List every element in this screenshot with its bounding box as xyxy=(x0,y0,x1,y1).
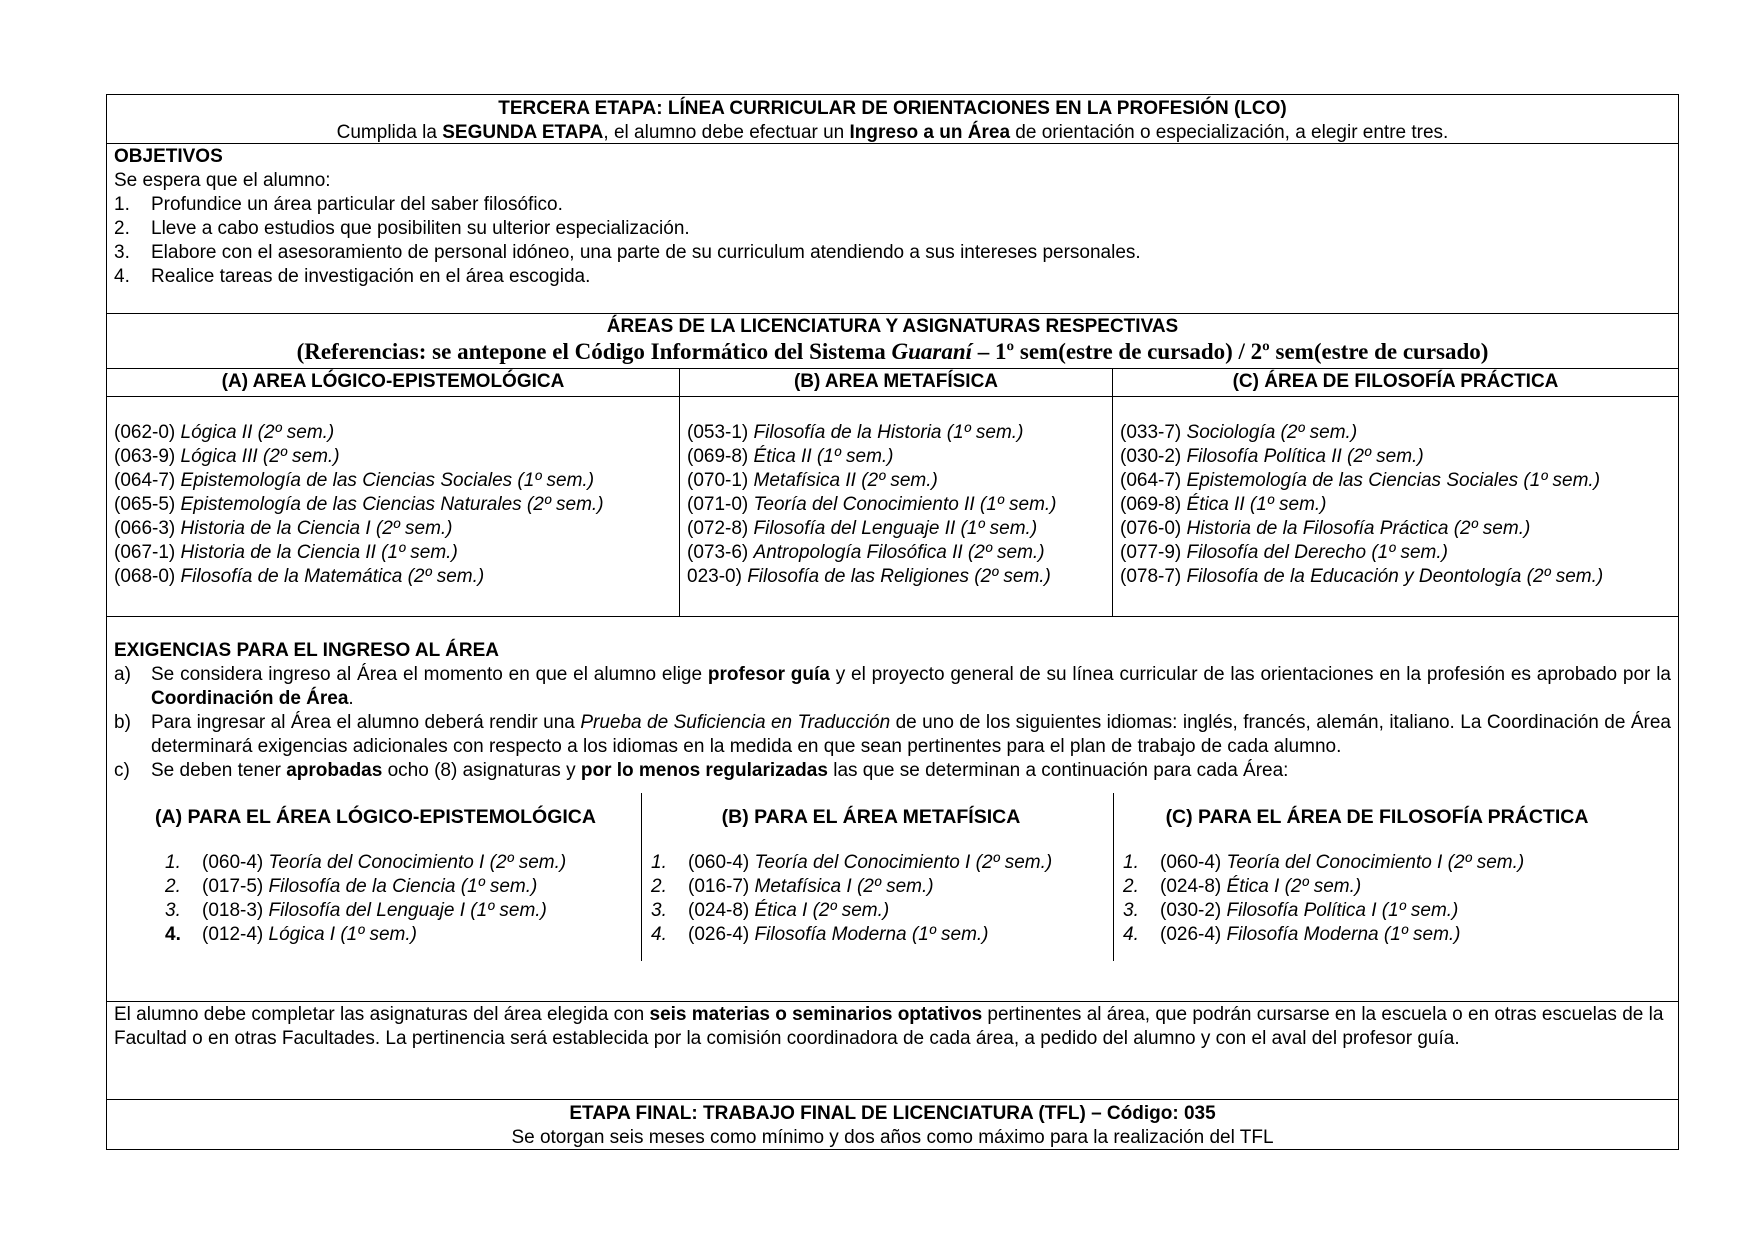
areas-column-lists xyxy=(107,397,1678,617)
subject-name: Sociología (2º sem.) xyxy=(1186,422,1358,443)
subject-code: (016-7) xyxy=(688,876,755,897)
curriculum-table xyxy=(106,94,1679,1150)
subject-name: Filosofía de las Religiones (2º sem.) xyxy=(747,566,1051,587)
subject-code: (026-4) xyxy=(688,924,755,945)
objective-number: 1. xyxy=(114,194,130,215)
electives-section xyxy=(107,1002,1678,1100)
subject-code: (030-2) xyxy=(1120,446,1187,467)
subject-name: Ética II (1º sem.) xyxy=(1186,494,1327,515)
subject-code: (053-1) xyxy=(687,422,754,443)
subject-name: Epistemología de las Ciencias Sociales (1º sem.) xyxy=(180,470,595,491)
subject-name: Filosofía del Lenguaje I (1º sem.) xyxy=(268,900,547,921)
objective-text: Profundice un área particular del saber filosófico. xyxy=(151,194,563,215)
area-subject-item xyxy=(1120,565,1678,589)
subject-code: (072-8) xyxy=(687,518,754,539)
area-subject-item xyxy=(687,421,1112,445)
subject-name: Historia de la Filosofía Práctica (2º sem.) xyxy=(1186,518,1531,539)
required-a-title: (A) PARA EL ÁREA LÓGICO-EPISTEMOLÓGICA xyxy=(155,806,596,828)
area-a-list xyxy=(114,421,679,589)
subject-code: (067-1) xyxy=(114,542,181,563)
required-subject-number: 3. xyxy=(1123,900,1139,921)
area-subject-item xyxy=(687,445,1112,469)
subject-code: (033-7) xyxy=(1120,422,1187,443)
subject-name: Filosofía del Derecho (1º sem.) xyxy=(1186,542,1448,563)
required-subject-item xyxy=(165,899,641,923)
objective-item xyxy=(114,193,1671,217)
area-subject-item xyxy=(1120,445,1678,469)
objective-item xyxy=(114,241,1671,265)
subject-name: Historia de la Ciencia II (1º sem.) xyxy=(180,542,458,563)
subject-code: (060-4) xyxy=(688,852,755,873)
required-subject-text xyxy=(688,923,989,947)
required-subject-number: 4. xyxy=(1123,924,1139,945)
area-subject-item xyxy=(114,445,679,469)
subject-code: 023-0) xyxy=(687,566,748,587)
area-subject-item xyxy=(114,517,679,541)
final-title: ETAPA FINAL: TRABAJO FINAL DE LICENCIATURA (TFL) – Código: 035 xyxy=(569,1103,1216,1124)
requirements-list xyxy=(114,663,1671,783)
subject-name: Metafísica II (2º sem.) xyxy=(753,470,938,491)
final-stage xyxy=(107,1100,1678,1149)
objectives-heading: OBJETIVOS xyxy=(114,146,223,167)
requirements-heading: EXIGENCIAS PARA EL INGRESO AL ÁREA xyxy=(114,640,499,661)
subject-code: (076-0) xyxy=(1120,518,1187,539)
subject-name: Filosofía del Lenguaje II (1º sem.) xyxy=(753,518,1038,539)
objective-number: 2. xyxy=(114,218,130,239)
area-b-list xyxy=(687,421,1112,589)
area-subject-item xyxy=(114,493,679,517)
subject-code: (012-4) xyxy=(202,924,269,945)
subject-code: (060-4) xyxy=(202,852,269,873)
required-subjects-columns xyxy=(107,793,1671,961)
subject-name: Historia de la Ciencia I (2º sem.) xyxy=(180,518,453,539)
subject-name: Teoría del Conocimiento I (2º sem.) xyxy=(754,852,1053,873)
required-b-list xyxy=(651,851,1113,947)
required-b-column xyxy=(642,793,1114,961)
stage3-title: TERCERA ETAPA: LÍNEA CURRICULAR DE ORIENTACIONES EN LA PROFESIÓN (LCO) xyxy=(498,98,1287,119)
required-b-title: (B) PARA EL ÁREA METAFÍSICA xyxy=(721,806,1021,828)
objective-text: Realice tareas de investigación en el área escogida. xyxy=(151,266,591,287)
required-subject-item xyxy=(165,851,641,875)
required-subject-text xyxy=(1160,923,1461,947)
areas-column-titles xyxy=(107,369,1678,397)
subject-code: (071-0) xyxy=(687,494,754,515)
subject-name: Metafísica I (2º sem.) xyxy=(754,876,934,897)
required-subject-number: 2. xyxy=(651,876,667,897)
required-subject-number: 2. xyxy=(1123,876,1139,897)
area-b-title: (B) AREA METAFÍSICA xyxy=(680,369,1113,396)
subject-name: Lógica II (2º sem.) xyxy=(180,422,335,443)
subject-name: Filosofía Política I (1º sem.) xyxy=(1226,900,1459,921)
required-subject-item xyxy=(651,875,1113,899)
subject-code: (073-6) xyxy=(687,542,754,563)
stage3-subtitle: Cumplida la SEGUNDA ETAPA, el alumno debe efectuar un Ingreso a un Área de orientación o especialización, a elegir entre tres. xyxy=(336,122,1449,143)
subject-name: Filosofía Moderna (1º sem.) xyxy=(754,924,989,945)
subject-code: (078-7) xyxy=(1120,566,1187,587)
area-c-list xyxy=(1120,421,1678,589)
subject-name: Teoría del Conocimiento I (2º sem.) xyxy=(268,852,567,873)
subject-code: (066-3) xyxy=(114,518,181,539)
area-subject-item xyxy=(114,565,679,589)
required-c-column xyxy=(1114,793,1671,961)
subject-name: Filosofía de la Educación y Deontología (2º sem.) xyxy=(1186,566,1604,587)
required-subject-number: 1. xyxy=(651,852,667,873)
area-a-title: (A) AREA LÓGICO-EPISTEMOLÓGICA xyxy=(107,369,680,396)
area-b-column xyxy=(680,397,1113,616)
subject-code: (017-5) xyxy=(202,876,269,897)
objective-text: Lleve a cabo estudios que posibiliten su ulterior especialización. xyxy=(151,218,690,239)
areas-header xyxy=(107,314,1678,369)
requirement-c: c) Se deben tener aprobadas ocho (8) asignaturas y por lo menos regularizadas las que se determinan a continuación para cada Área: xyxy=(114,760,1289,781)
required-subject-item xyxy=(1123,899,1671,923)
required-c-title: (C) PARA EL ÁREA DE FILOSOFÍA PRÁCTICA xyxy=(1165,806,1589,828)
required-a-list xyxy=(130,851,641,947)
requirement-a: a) Se considera ingreso al Área el momento en que el alumno elige profesor guía y el proyecto general de su línea curricular de las orientaciones en la profesión es aprobado por la Coordinación de Área. xyxy=(114,664,1671,709)
subject-code: (018-3) xyxy=(202,900,269,921)
subject-name: Filosofía de la Ciencia (1º sem.) xyxy=(268,876,538,897)
required-subject-item xyxy=(165,875,641,899)
objective-text: Elabore con el asesoramiento de personal idóneo, una parte de su curriculum atendiendo a sus intereses personales. xyxy=(151,242,1141,263)
area-subject-item xyxy=(687,565,1112,589)
area-subject-item xyxy=(1120,517,1678,541)
objective-item xyxy=(114,265,1671,289)
area-subject-item xyxy=(687,541,1112,565)
required-subject-number: 1. xyxy=(165,852,181,873)
required-a-column xyxy=(107,793,642,961)
requirement-b: b) Para ingresar al Área el alumno deberá rendir una Prueba de Suficiencia en Traducción de uno de los siguientes idiomas: inglés, francés, alemán, italiano. La Coordinación de Área determinará exigencias adicionales con respecto a los idiomas en la medida en que sean pertinentes para el plan de trabajo de cada alumno. xyxy=(114,712,1671,757)
electives-text: El alumno debe completar las asignaturas del área elegida con seis materias o seminarios optativos pertinentes al área, que podrán cursarse en la escuela o en otras escuelas de la Facultad o en otras Facultades. La pertinencia será establecida por la comisión coordinadora de cada área, a pedido del alumno y con el aval del profesor guía. xyxy=(114,1004,1664,1049)
required-subject-item xyxy=(651,923,1113,947)
subject-name: Lógica I (1º sem.) xyxy=(268,924,417,945)
subject-code: (063-9) xyxy=(114,446,181,467)
required-subject-text xyxy=(202,923,417,947)
subject-name: Ética I (2º sem.) xyxy=(1226,876,1362,897)
required-subject-item xyxy=(1123,875,1671,899)
objectives-section xyxy=(107,144,1678,314)
required-subject-text xyxy=(202,875,537,899)
required-subject-number: 4. xyxy=(165,924,181,945)
areas-references: (Referencias: se antepone el Código Informático del Sistema Guaraní – 1º sem(estre de cursado) / 2º sem(estre de cursado) xyxy=(296,339,1489,364)
required-subject-text xyxy=(688,851,1052,875)
subject-code: (024-8) xyxy=(1160,876,1227,897)
required-subject-text xyxy=(1160,851,1524,875)
required-subject-number: 4. xyxy=(651,924,667,945)
areas-heading: ÁREAS DE LA LICENCIATURA Y ASIGNATURAS RESPECTIVAS xyxy=(606,316,1179,337)
required-subject-text xyxy=(688,899,889,923)
subject-code: (024-8) xyxy=(688,900,755,921)
subject-code: (062-0) xyxy=(114,422,181,443)
subject-code: (069-8) xyxy=(1120,494,1187,515)
required-subject-text xyxy=(688,875,934,899)
area-subject-item xyxy=(1120,541,1678,565)
subject-name: Filosofía de la Historia (1º sem.) xyxy=(753,422,1024,443)
subject-name: Filosofía Moderna (1º sem.) xyxy=(1226,924,1461,945)
required-subject-number: 1. xyxy=(1123,852,1139,873)
required-subject-item xyxy=(1123,851,1671,875)
area-subject-item xyxy=(114,421,679,445)
required-subject-item xyxy=(165,923,641,947)
area-c-column xyxy=(1113,397,1678,616)
required-subject-item xyxy=(651,851,1113,875)
area-subject-item xyxy=(114,541,679,565)
area-subject-item xyxy=(687,493,1112,517)
required-subject-number: 3. xyxy=(651,900,667,921)
objective-item xyxy=(114,217,1671,241)
required-subject-item xyxy=(651,899,1113,923)
subject-code: (064-7) xyxy=(1120,470,1187,491)
required-subject-number: 2. xyxy=(165,876,181,897)
required-subject-item xyxy=(1123,923,1671,947)
required-subject-text xyxy=(1160,875,1361,899)
subject-code: (070-1) xyxy=(687,470,754,491)
subject-code: (030-2) xyxy=(1160,900,1227,921)
area-subject-item xyxy=(114,469,679,493)
subject-name: Lógica III (2º sem.) xyxy=(180,446,340,467)
subject-name: Filosofía de la Matemática (2º sem.) xyxy=(180,566,485,587)
area-subject-item xyxy=(1120,493,1678,517)
subject-code: (069-8) xyxy=(687,446,754,467)
required-subject-text xyxy=(1160,899,1458,923)
subject-code: (077-9) xyxy=(1120,542,1187,563)
subject-name: Ética II (1º sem.) xyxy=(753,446,894,467)
subject-name: Teoría del Conocimiento II (1º sem.) xyxy=(753,494,1057,515)
subject-code: (068-0) xyxy=(114,566,181,587)
subject-name: Ética I (2º sem.) xyxy=(754,900,890,921)
area-subject-item xyxy=(687,469,1112,493)
subject-code: (064-7) xyxy=(114,470,181,491)
objectives-intro: Se espera que el alumno: xyxy=(114,170,331,191)
required-subject-text xyxy=(202,851,566,875)
stage3-header xyxy=(107,95,1678,144)
subject-code: (060-4) xyxy=(1160,852,1227,873)
subject-code: (065-5) xyxy=(114,494,181,515)
required-subject-text xyxy=(202,899,547,923)
objectives-list xyxy=(114,193,1671,289)
area-subject-item xyxy=(687,517,1112,541)
final-subtitle: Se otorgan seis meses como mínimo y dos años como máximo para la realización del TFL xyxy=(511,1127,1274,1148)
subject-name: Epistemología de las Ciencias Sociales (1º sem.) xyxy=(1186,470,1601,491)
area-c-title: (C) ÁREA DE FILOSOFÍA PRÁCTICA xyxy=(1232,371,1559,392)
required-c-list xyxy=(1123,851,1671,947)
objective-number: 4. xyxy=(114,266,130,287)
subject-name: Filosofía Política II (2º sem.) xyxy=(1186,446,1424,467)
subject-name: Epistemología de las Ciencias Naturales (2º sem.) xyxy=(180,494,604,515)
subject-name: Teoría del Conocimiento I (2º sem.) xyxy=(1226,852,1525,873)
area-a-column xyxy=(107,397,680,616)
objective-number: 3. xyxy=(114,242,130,263)
required-subject-number: 3. xyxy=(165,900,181,921)
area-subject-item xyxy=(1120,469,1678,493)
area-subject-item xyxy=(1120,421,1678,445)
subject-name: Antropología Filosófica II (2º sem.) xyxy=(753,542,1045,563)
requirements-section xyxy=(107,617,1678,1002)
subject-code: (026-4) xyxy=(1160,924,1227,945)
